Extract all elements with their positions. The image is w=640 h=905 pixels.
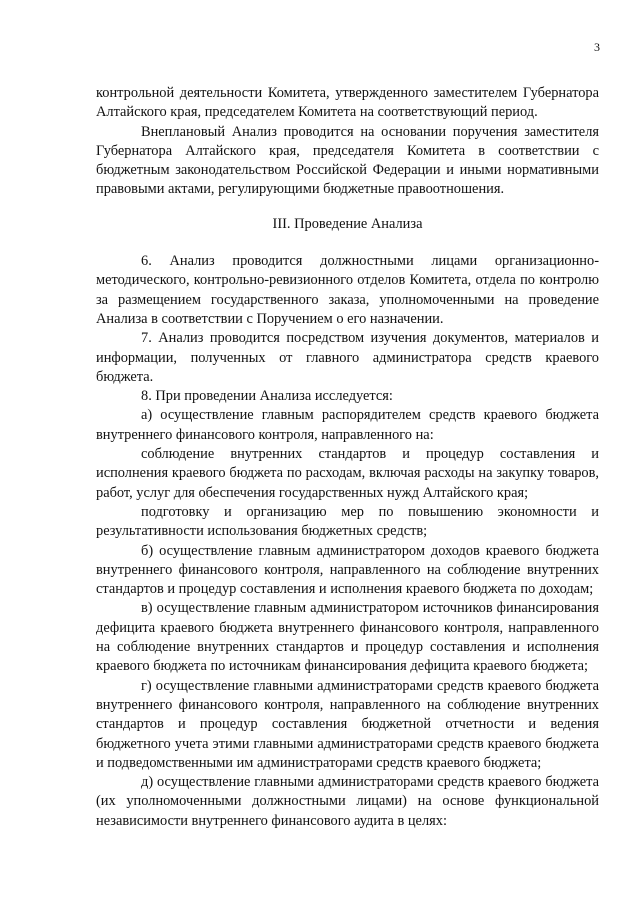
paragraph-8g: г) осуществление главными администраторами средств краевого бюджета внутреннего финансового контроля, направленного на соблюдение внутренних стандартов и процедур составления бюджетной отчетности и ведения бюджетного учета этими главными администраторами средств краевого бюджета и подведомственными им администраторами средств краевого бюджета; <box>96 677 599 771</box>
paragraph-8d: д) осуществление главными администраторами средств краевого бюджета (их уполномоченными должностными лицами) на основе функциональной независимости внутреннего финансового аудита в целях: <box>96 774 599 829</box>
document-body <box>96 84 599 831</box>
paragraph-8b: б) осуществление главным администратором доходов краевого бюджета внутреннего финансового контроля, направленного на соблюдение внутренних стандартов и процедур составления и исполнения краевого бюджета по доходам; <box>96 542 599 598</box>
paragraph-6: 6. Анализ проводится должностными лицами организационно-методического, контрольно-ревизионного отделов Комитета, отдела по контролю за размещением государственного заказа, уполномоченными на проведение Анализа в соответствии с Поручением о его назначении. <box>96 253 599 327</box>
page-number: 3 <box>594 40 600 54</box>
paragraph-8a-item-1: соблюдение внутренних стандартов и процедур составления и исполнения краевого бюджета по расходам, включая расходы на закупку товаров, работ, услуг для обеспечения государственных нужд Алтайского края; <box>96 446 599 501</box>
paragraph-continuation: контрольной деятельности Комитета, утвержденного заместителем Губернатора Алтайского края, председателем Комитета на соответствующий период. <box>96 85 599 121</box>
paragraph-8v: в) осуществление главным администратором источников финансирования дефицита краевого бюджета внутреннего финансового контроля, направленного на соблюдение внутренних стандартов и процедур составления и исполнения краевого бюджета по источникам финансирования дефицита краевого бюджета; <box>96 600 599 675</box>
paragraph-8a: а) осуществление главным распорядителем средств краевого бюджета внутреннего финансового контроля, направленного на: <box>96 407 599 443</box>
section-heading: III. Проведение Анализа <box>272 215 423 232</box>
paragraph-8a-item-2: подготовку и организацию мер по повышению экономности и результативности использования бюджетных средств; <box>96 503 599 540</box>
paragraph-7: 7. Анализ проводится посредством изучения документов, материалов и информации, полученных от главного администратора средств краевого бюджета. <box>96 330 599 385</box>
paragraph-unscheduled-analysis: Внеплановый Анализ проводится на основании поручения заместителя Губернатора Алтайского края, председателя Комитета в соответствии с бюджетным законодательством Российской Федерации и иными нормативными правовыми актами, регулирующими бюджетные правоотношения. <box>96 123 599 198</box>
paragraph-8: 8. При проведении Анализа исследуется: <box>141 388 393 405</box>
